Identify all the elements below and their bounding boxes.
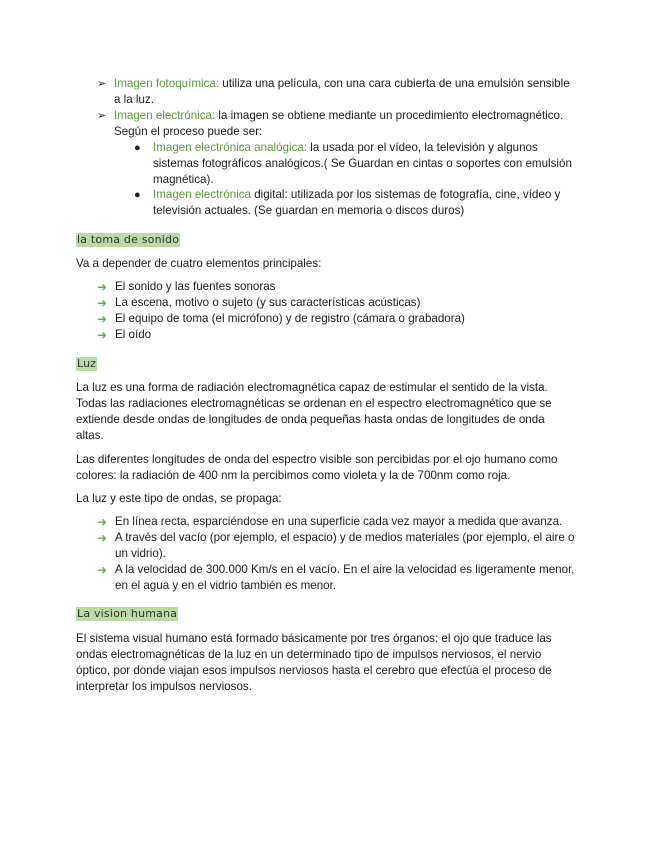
- paragraph: Va a depender de cuatro elementos principales:: [76, 257, 322, 270]
- list-item: ➜ La escena, motivo o sujeto (y sus características acústicas): [97, 296, 421, 310]
- arrowhead-bullet-icon: ➢: [97, 78, 107, 90]
- list-item: ➜ A la velocidad de 300.000 Km/s en el vacío. En el aire la velocidad es ligeramente menor, en el agua y en el vidrio también es menor.: [97, 563, 575, 592]
- list-item: [97, 108, 577, 140]
- list-item: [134, 140, 574, 188]
- item-text: la usada por el vídeo, la televisión y algunos sistemas fotográficos analógicos.( Se Guardan en cintas o soportes con emulsión magnética).: [153, 141, 572, 186]
- list-item: ➜ El oído: [97, 328, 152, 342]
- item-text: digital: utilizada por los sistemas de fotografía, cine, vídeo y televisión actuales. (Se guardan en memoria o discos duros): [153, 188, 561, 217]
- term: Imagen electrónica:: [114, 109, 216, 122]
- item-text: la imagen se obtiene mediante un procedimiento electromagnético. Según el proceso puede ser:: [114, 109, 564, 138]
- term: Imagen fotoquímica:: [114, 77, 220, 90]
- paragraph: La luz es una forma de radiación electromagnética capaz de estimular el sentido de la vista. Todas las radiaciones electromagnéticas se ordenan en el espectro electromagnético que se extiende desde ondas de longitudes de onda pequeñas hasta ondas de longitudes de onda altas.: [76, 381, 552, 442]
- arrow-right-icon: ➜: [97, 280, 108, 294]
- list-item: ➜ El equipo de toma (el micrófono) y de registro (cámara o grabadora): [97, 312, 465, 326]
- section-heading: Luz: [77, 357, 97, 370]
- arrow-right-icon: ➜: [97, 563, 108, 577]
- section-heading: La vision humana: [77, 607, 178, 620]
- list-item: [134, 187, 574, 219]
- term: Imagen electrónica: [153, 188, 251, 201]
- arrowhead-bullet-icon: ➢: [97, 110, 107, 122]
- paragraph: Las diferentes longitudes de onda del espectro visible son percibidas por el ojo humano como colores: la radiación de 400 nm la percibimos como violeta y la de 700nm como roja.: [76, 453, 558, 482]
- section-heading: la toma de sonido: [77, 233, 180, 246]
- bullet-dot-icon: ●: [134, 189, 141, 201]
- list-item: [97, 76, 577, 108]
- list-item: ➜ En línea recta, esparciéndose en una superficie cada vez mayor a medida que avanza.: [97, 515, 563, 529]
- arrow-right-icon: ➜: [97, 531, 108, 545]
- arrow-right-icon: ➜: [97, 296, 108, 310]
- list-item: ➜ El sonido y las fuentes sonoras: [97, 280, 276, 294]
- term: Imagen electrónica analógica:: [153, 141, 308, 154]
- item-text: utiliza una película, con una cara cubierta de una emulsión sensible a la luz.: [114, 77, 570, 106]
- arrow-right-icon: ➜: [97, 515, 108, 529]
- list-item: ➜ A través del vacío (por ejemplo, el espacio) y de medios materiales (por ejemplo, el aire o un vidrio).: [97, 531, 575, 560]
- paragraph: El sistema visual humano está formado básicamente por tres órganos: el ojo que traduce las ondas electromagnéticas de la luz en un determinado tipo de impulsos nerviosos, el nervio óptico, por donde viajan esos impulsos nerviosos hasta el cerebro que efectúa el proceso de interpretar los impulsos nerviosos.: [76, 632, 552, 693]
- bullet-dot-icon: ●: [134, 142, 141, 154]
- arrow-right-icon: ➜: [97, 328, 108, 342]
- paragraph: La luz y este tipo de ondas, se propaga:: [76, 492, 282, 505]
- arrow-right-icon: ➜: [97, 312, 108, 326]
